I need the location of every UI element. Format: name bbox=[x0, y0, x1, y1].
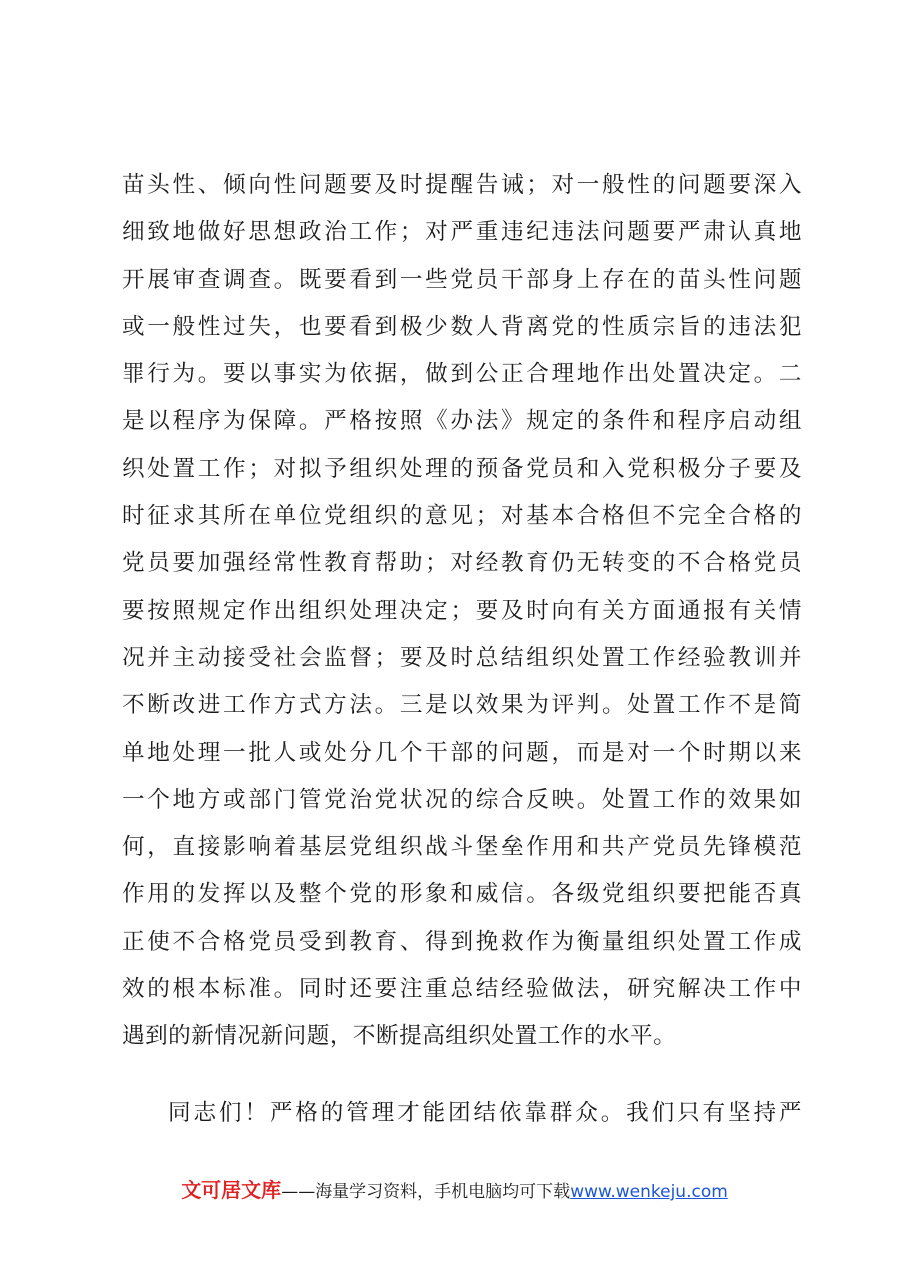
text-line: 何，直接影响着基层党组织战斗堡垒作用和共产党员先锋模范 bbox=[122, 834, 802, 861]
text-line: 或一般性过失，也要看到极少数人背离党的性质宗旨的违法犯 bbox=[122, 313, 802, 340]
text-line: 不断改进工作方式方法。三是以效果为评判。处置工作不是简 bbox=[122, 692, 802, 719]
website-link[interactable]: www.wenkeju.com bbox=[570, 1182, 728, 1202]
paragraph-1 bbox=[122, 162, 802, 1061]
text-line: 况并主动接受社会监督；要及时总结组织处置工作经验教训并 bbox=[122, 644, 802, 671]
text-line: 单地处理一批人或处分几个干部的问题，而是对一个时期以来 bbox=[122, 739, 802, 766]
text-line: 苗头性、倾向性问题要及时提醒告诫；对一般性的问题要深入 bbox=[122, 172, 802, 198]
brand-name: 文可居文库 bbox=[181, 1178, 282, 1202]
text-line: 开展审查调查。既要看到一些党员干部身上存在的苗头性问题 bbox=[122, 266, 802, 293]
text-line: 党员要加强经常性教育帮助；对经教育仍无转变的不合格党员 bbox=[122, 550, 802, 577]
text-line: 作用的发挥以及整个党的形象和威信。各级党组织要把能否真 bbox=[122, 881, 802, 908]
text-line: 效的根本标准。同时还要注重总结经验做法，研究解决工作中 bbox=[122, 976, 802, 1003]
text-line: 要按照规定作出组织处理决定；要及时向有关方面通报有关情 bbox=[122, 597, 802, 624]
text-line: 正使不合格党员受到教育、得到挽救作为衡量组织处置工作成 bbox=[122, 928, 802, 955]
text-line: 同志们！严格的管理才能团结依靠群众。我们只有坚持严 bbox=[168, 1100, 802, 1126]
text-line: 一个地方或部门管党治党状况的综合反映。处置工作的效果如 bbox=[122, 786, 802, 813]
text-line: 织处置工作；对拟予组织处理的预备党员和入党积极分子要及 bbox=[122, 455, 802, 482]
paragraph-2 bbox=[122, 1090, 802, 1137]
footer-banner bbox=[0, 1178, 909, 1204]
text-line: 是以程序为保障。严格按照《办法》规定的条件和程序启动组 bbox=[122, 408, 802, 435]
footer-dash: —— bbox=[281, 1182, 316, 1202]
text-line: 细致地做好思想政治工作；对严重违纪违法问题要严肃认真地 bbox=[122, 219, 802, 246]
text-line: 遇到的新情况新问题，不断提高组织处置工作的水平。 bbox=[122, 1023, 677, 1050]
footer-tagline: 海量学习资料，手机电脑均可下载 bbox=[315, 1182, 571, 1202]
text-line: 罪行为。要以事实为依据，做到公正合理地作出处置决定。二 bbox=[122, 361, 802, 388]
text-line: 时征求其所在单位党组织的意见；对基本合格但不完全合格的 bbox=[122, 503, 802, 530]
